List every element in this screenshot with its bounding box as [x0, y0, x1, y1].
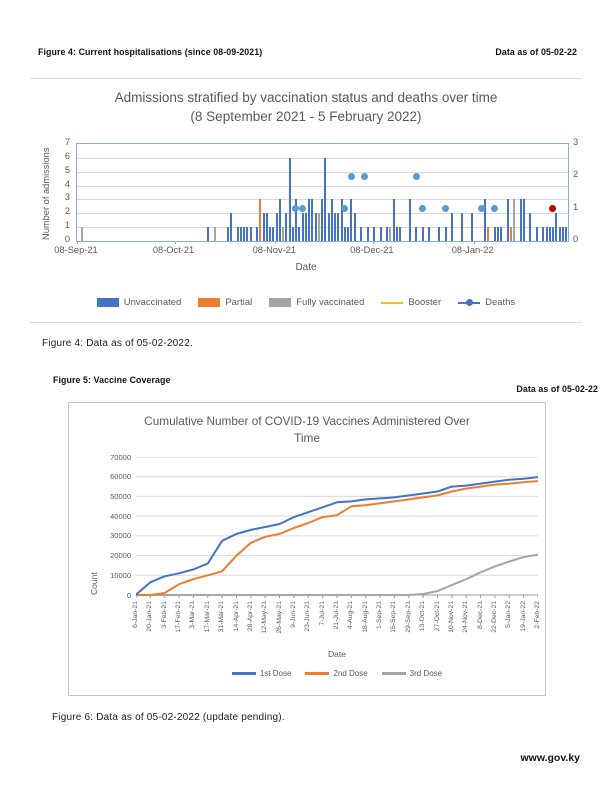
- fig5-y-tick-label: 50000: [110, 491, 131, 501]
- fig5-x-tick-label: 23-Jun-21: [304, 601, 312, 632]
- fig5-x-tick-label: 17-Mar-21: [203, 601, 211, 633]
- fig4-admissions-bar: [289, 158, 291, 241]
- fig4-legend-swatch: [458, 298, 480, 307]
- fig5-x-tick-label: 9-Jun-21: [289, 601, 297, 628]
- fig4-right-tick-label: 1: [573, 201, 579, 212]
- fig4-gridline: [77, 186, 568, 187]
- fig5-legend-label: 2nd Dose: [333, 669, 368, 678]
- fig4-admissions-bar: [311, 199, 313, 241]
- fig4-admissions-bar: [259, 199, 261, 241]
- fig4-admissions-bar: [292, 227, 294, 241]
- fig5-x-tick-label: 20-Jan-21: [146, 601, 154, 632]
- fig4-right-tick-label: 2: [573, 169, 579, 180]
- fig4-left-tick-label: 0: [64, 234, 70, 244]
- fig4-x-tick-label: 08-Nov-21: [252, 245, 297, 255]
- fig4-death-marker: [361, 173, 368, 180]
- fig4-x-axis-title: Date: [295, 262, 317, 273]
- fig4-admissions-bar: [263, 213, 265, 241]
- fig4-admissions-bar: [354, 213, 356, 241]
- fig4-admissions-bar: [337, 213, 339, 241]
- fig5-y-tick-label: 60000: [110, 472, 131, 482]
- fig4-admissions-bar: [237, 227, 239, 241]
- fig4-admissions-bar: [487, 227, 489, 241]
- fig5-y-axis-ticks: [95, 452, 131, 600]
- fig5-y-tick-label: 10000: [110, 570, 131, 580]
- fig4-admissions-bar: [536, 227, 538, 241]
- fig4-admissions-bar: [298, 227, 300, 241]
- divider-top: [30, 78, 582, 79]
- fig4-death-marker: [442, 205, 449, 212]
- fig4-legend-label: Booster: [408, 297, 442, 308]
- fig4-legend-swatch: [381, 298, 403, 307]
- fig5-x-tick-label: 1-Sep-21: [376, 601, 384, 629]
- fig5-x-tick-label: 15-Sep-21: [390, 601, 398, 633]
- fig5-legend-swatch: [305, 672, 329, 674]
- fig4-admissions-bar: [451, 213, 453, 241]
- fig4-death-marker: [478, 205, 485, 212]
- fig4-left-tick-label: 6: [64, 150, 70, 161]
- fig4-admissions-bar: [344, 227, 346, 241]
- fig5-x-tick-label: 10-Nov-21: [447, 601, 455, 633]
- fig4-admissions-bar: [562, 227, 564, 241]
- fig4-admissions-bar: [552, 227, 554, 241]
- fig5-x-tick-label: 24-Nov-21: [462, 601, 470, 633]
- fig5-x-tick-label: 8-Dec-21: [476, 601, 484, 629]
- fig4-admissions-bar: [250, 227, 252, 241]
- fig4-header-label: Figure 4: Current hospitalisations (since 08-09-2021): [38, 47, 263, 57]
- fig5-x-tick-label: 28-Apr-21: [246, 601, 254, 632]
- fig4-left-tick-label: 7: [64, 137, 70, 147]
- fig4-left-tick-label: 2: [64, 206, 70, 217]
- fig6-caption: Figure 6: Data as of 05-02-2022 (update pending).: [52, 712, 285, 723]
- fig4-chart-title-line2: (8 September 2021 - 5 February 2022): [190, 109, 422, 124]
- fig4-admissions-bar: [422, 227, 424, 241]
- fig4-admissions-bar: [266, 213, 268, 241]
- fig5-x-tick-label: 7-Jul-21: [318, 601, 326, 626]
- fig5-chart-title: Cumulative Number of COVID-19 Vaccines Administered Over Time: [144, 414, 470, 445]
- fig4-admissions-bar: [321, 199, 323, 241]
- fig4-admissions-bar: [399, 227, 401, 241]
- fig4-gridline: [77, 172, 568, 173]
- fig4-admissions-bar: [393, 199, 395, 241]
- fig4-death-marker: [419, 205, 426, 212]
- fig5-x-tick-label: 13-Oct-21: [419, 601, 427, 632]
- fig4-axis-tickmark: [275, 241, 276, 244]
- fig5-x-tick-label: 19-Jan-22: [519, 601, 527, 632]
- fig4-legend-label: Deaths: [485, 297, 516, 308]
- fig5-y-tick-label: 70000: [110, 452, 131, 462]
- fig4-death-marker: [491, 205, 498, 212]
- fig5-x-tick-label: 27-Oct-21: [433, 601, 441, 632]
- fig5-chart-frame: [68, 402, 546, 696]
- fig4-admissions-bar: [396, 227, 398, 241]
- fig4-admissions-bar: [559, 227, 561, 241]
- footer-website: www.gov.ky: [520, 752, 580, 764]
- fig4-admissions-bar: [461, 213, 463, 241]
- fig5-legend-swatch: [232, 672, 256, 674]
- fig4-legend-swatch: [269, 298, 291, 307]
- fig4-admissions-bar: [276, 213, 278, 241]
- fig4-admissions-bar: [334, 213, 336, 241]
- fig4-admissions-bar: [546, 227, 548, 241]
- fig4-death-marker: [413, 173, 420, 180]
- fig4-death-marker: [348, 173, 355, 180]
- fig4-admissions-bar: [302, 213, 304, 241]
- fig4-death-marker: [341, 205, 348, 212]
- fig5-x-axis-ticks: [132, 601, 541, 649]
- fig4-admissions-bar: [240, 227, 242, 241]
- fig4-admissions-bar: [445, 227, 447, 241]
- fig5-data-as-of: Data as of 05-02-22: [516, 384, 598, 394]
- fig5-x-tick-label: 17-Feb-21: [175, 601, 183, 633]
- fig4-legend-item: [97, 297, 182, 308]
- fig4-admissions-bar: [542, 227, 544, 241]
- fig4-admissions-bar: [438, 227, 440, 241]
- fig4-admissions-bar: [380, 227, 382, 241]
- fig4-admissions-bar: [500, 227, 502, 241]
- fig4-axis-tickmark: [373, 241, 374, 244]
- fig5-header-label: Figure 5: Vaccine Coverage: [53, 375, 171, 385]
- fig4-legend-item: [458, 297, 515, 308]
- fig4-admissions-bar: [272, 227, 274, 241]
- fig5-legend-item: [305, 669, 367, 678]
- fig4-legend-swatch: [97, 298, 119, 307]
- fig4-left-tick-label: 4: [64, 178, 70, 189]
- fig5-y-tick-label: 40000: [110, 511, 131, 521]
- fig4-legend-swatch: [198, 298, 220, 307]
- fig4-admissions-bar: [471, 213, 473, 241]
- fig5-legend-item: [232, 669, 292, 678]
- fig5-x-axis-title: Date: [328, 649, 346, 659]
- fig4-admissions-bar: [350, 199, 352, 241]
- fig4-caption: Figure 4: Data as of 05-02-2022.: [42, 338, 193, 349]
- fig5-legend-swatch: [382, 672, 406, 674]
- fig4-admissions-bar: [428, 227, 430, 241]
- fig4-x-tick-label: 08-Sep-21: [54, 245, 98, 255]
- fig4-admissions-bar: [328, 213, 330, 241]
- fig4-admissions-bar: [318, 213, 320, 241]
- fig4-right-tick-label: 0: [573, 234, 579, 244]
- divider-middle: [30, 322, 582, 323]
- fig4-admissions-bar: [285, 213, 287, 241]
- fig4-legend-item: [381, 297, 441, 308]
- fig4-admissions-bar: [308, 199, 310, 241]
- fig4-admissions-bar: [507, 199, 509, 241]
- fig4-axis-tickmark: [77, 241, 78, 244]
- fig4-admissions-bar: [269, 227, 271, 241]
- fig5-x-tick-label: 14-Apr-21: [232, 601, 240, 632]
- fig4-admissions-bar: [230, 213, 232, 241]
- fig4-admissions-bar: [207, 227, 209, 241]
- fig4-admissions-bar: [529, 213, 531, 241]
- fig4-admissions-bar: [246, 227, 248, 241]
- fig4-admissions-bar: [81, 227, 83, 241]
- fig4-admissions-bar: [497, 227, 499, 241]
- fig4-admissions-bar: [282, 227, 284, 241]
- fig4-legend-label: Fully vaccinated: [296, 297, 365, 308]
- fig4-death-marker: [549, 205, 556, 212]
- fig4-legend-item: [269, 297, 364, 308]
- fig4-admissions-bar: [315, 213, 317, 241]
- fig4-admissions-bar: [565, 227, 567, 241]
- fig4-legend: [0, 297, 612, 308]
- fig4-left-tick-label: 3: [64, 192, 70, 203]
- fig5-x-tick-label: 4-Aug-21: [347, 601, 355, 629]
- fig4-admissions-bar: [305, 213, 307, 241]
- fig5-x-tick-label: 26-May-21: [275, 601, 283, 634]
- fig4-admissions-bar: [373, 227, 375, 241]
- fig4-left-tick-label: 1: [64, 220, 70, 231]
- fig4-x-tick-label: 08-Jan-22: [451, 245, 494, 255]
- fig4-axis-tickmark: [175, 241, 176, 244]
- fig4-admissions-bar: [256, 227, 258, 241]
- fig5-x-tick-label: 31-Mar-21: [218, 601, 226, 633]
- fig4-admissions-bar: [347, 227, 349, 241]
- fig4-admissions-bar: [360, 227, 362, 241]
- fig4-y-axis-title: Number of admissions: [41, 147, 51, 240]
- fig4-left-tick-label: 5: [64, 164, 70, 175]
- fig4-left-axis-ticks: [52, 137, 70, 244]
- fig4-admissions-bar: [331, 199, 333, 241]
- fig4-x-axis-ticks: [54, 245, 567, 257]
- fig4-legend-label: Partial: [225, 297, 253, 308]
- fig4-admissions-bar: [389, 227, 391, 241]
- fig4-admissions-bar: [324, 158, 326, 241]
- fig5-x-tick-label: 3-Feb-21: [160, 601, 168, 629]
- fig4-right-axis-ticks: [573, 137, 587, 244]
- fig5-x-tick-label: 22-Dec-21: [490, 601, 498, 633]
- fig5-x-tick-label: 21-Jul-21: [333, 601, 340, 630]
- fig4-admissions-bar: [523, 199, 525, 241]
- fig4-x-tick-label: 08-Dec-21: [350, 245, 394, 255]
- fig4-gridline: [77, 158, 568, 159]
- fig5-x-tick-label: 6-Jan-21: [132, 601, 139, 628]
- fig4-data-as-of: Data as of 05-02-22: [495, 47, 577, 57]
- fig4-admissions-bar: [520, 199, 522, 241]
- fig5-y-tick-label: 0: [126, 590, 131, 600]
- fig5-y-tick-label: 20000: [110, 551, 131, 561]
- fig5-x-tick-label: 12-May-21: [261, 601, 269, 634]
- fig4-legend-item: [198, 297, 252, 308]
- fig4-admissions-bar: [409, 199, 411, 241]
- fig4-admissions-bar: [510, 227, 512, 241]
- fig4-right-tick-label: 3: [573, 137, 579, 147]
- fig5-plot-area: [136, 457, 538, 599]
- fig5-legend: [136, 669, 538, 678]
- fig5-legend-label: 3rd Dose: [409, 669, 443, 678]
- fig4-admissions-bar: [415, 227, 417, 241]
- fig4-death-marker: [299, 205, 306, 212]
- fig5-x-tick-label: 18-Aug-21: [361, 601, 369, 633]
- fig5-x-tick-label: 2-Feb-22: [534, 601, 541, 629]
- fig4-x-tick-label: 08-Oct-21: [152, 245, 195, 255]
- fig5-legend-label: 1st Dose: [259, 669, 292, 678]
- fig4-admissions-bar: [513, 199, 515, 241]
- fig4-admissions-bar: [227, 227, 229, 241]
- fig4-axis-tickmark: [474, 241, 475, 244]
- fig4-admissions-bar: [367, 227, 369, 241]
- fig4-admissions-bar: [549, 227, 551, 241]
- fig5-legend-item: [382, 669, 442, 678]
- fig4-admissions-bar: [214, 227, 216, 241]
- fig4-chart-title: [0, 88, 612, 126]
- fig5-x-tick-label: 5-Jan-22: [505, 601, 513, 628]
- fig4-admissions-bar: [386, 227, 388, 241]
- fig4-admissions-bar: [494, 227, 496, 241]
- fig4-plot-area: [76, 143, 569, 242]
- fig5-y-tick-label: 30000: [110, 531, 131, 541]
- fig4-chart-title-line1: Admissions stratified by vaccination status and deaths over time: [114, 90, 498, 105]
- fig5-x-tick-label: 29-Sep-21: [404, 601, 412, 633]
- fig5-x-tick-label: 3-Mar-21: [189, 601, 197, 629]
- fig4-admissions-bar: [555, 213, 557, 241]
- fig5-y-axis-title: Count: [89, 572, 99, 595]
- fig4-admissions-bar: [243, 227, 245, 241]
- fig4-admissions-bar: [279, 199, 281, 241]
- fig4-legend-label: Unvaccinated: [123, 297, 182, 308]
- fig5-series-2nd-dose: [136, 481, 538, 595]
